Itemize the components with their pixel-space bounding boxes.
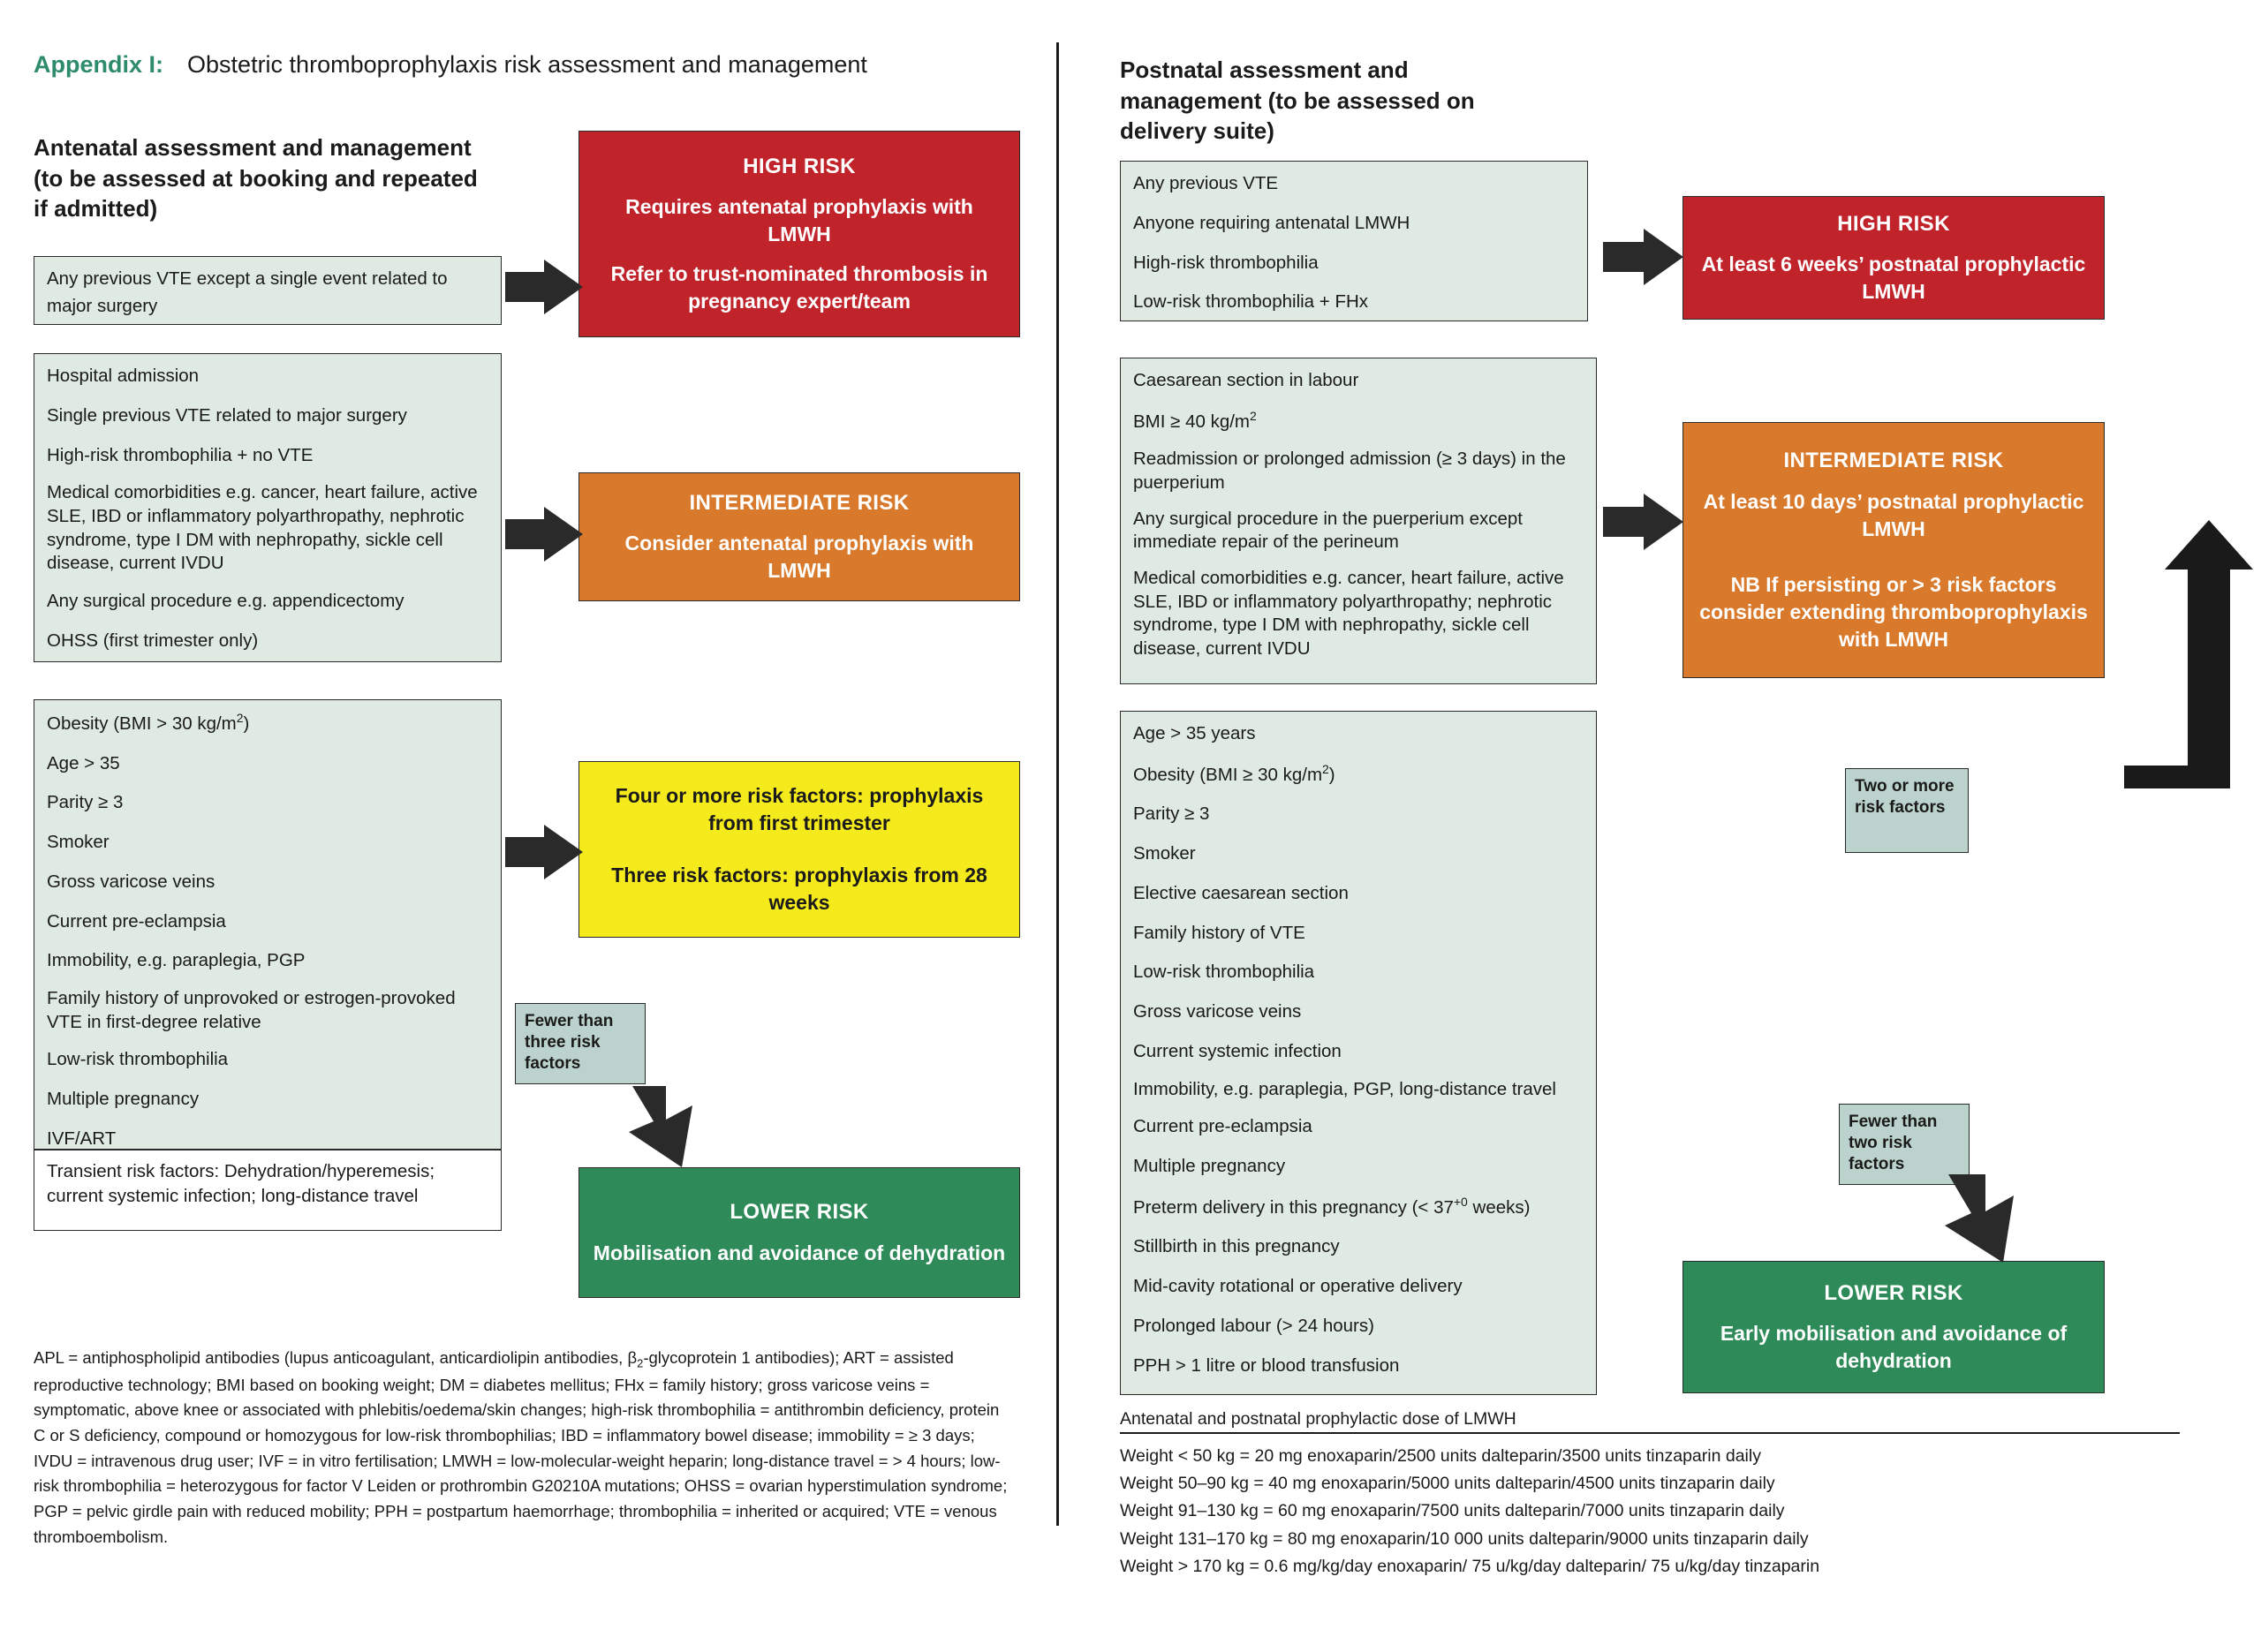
antenatal-intermediate-risk-box bbox=[578, 472, 1020, 601]
list-item: Medical comorbidities e.g. cancer, heart failure, active SLE, IBD or inflammatory polyarthropathy; nephrotic syndrome, type I DM with nephropathy, sickle cell disease, current IVDU bbox=[1133, 567, 1564, 659]
postnatal-high-risk-box bbox=[1683, 196, 2105, 320]
antenatal-heading: Antenatal assessment and management (to be assessed at booking and repeated if admitted) bbox=[34, 134, 478, 223]
dose-line: Weight 91–130 kg = 60 mg enoxaparin/7500 units dalteparin/7000 units tinzaparin daily bbox=[1120, 1501, 1785, 1521]
abbreviations-text: APL = antiphospholipid antibodies (lupus anticoagulant, anticardiolipin antibodies, $\beta_2$-glycoprotein 1 antibodies); ART = assisted reproductive technology; BMI based on booking weight; DM = diabetes mellitus; FHx = family history; gross varicose veins = symptomatic, above knee or associated with phlebitis/oedema/skin changes; high-risk thrombophilia = antithrombin deficiency, protein C or S deficiency, compound or homozygous for low-risk thrombophilias; IBD = inflammatory bowel disease; immobility = ≥ 3 days; IVDU = intravenous drug user; IVF = in vitro fertilisation; LMWH = low-molecular-weight heparin; long-distance travel = > 4 hours; low-risk thrombophilia = heterozygous for factor V Leiden or prothrombin G20210A mutations; OHSS = ovarian hyperstimulation syndrome; PGP = pelvic girdle pain with reduced mobility; PPH = postpartum haemorrhage; thrombophilia = inherited or acquired; VTE = venous thromboembolism. bbox=[34, 1348, 1008, 1546]
risk-line: Three risk factors: prophylaxis from 28 weeks bbox=[611, 864, 987, 915]
postnatal-high-risk-factors bbox=[1120, 161, 1588, 321]
transient-text: Transient risk factors: Dehydration/hyperemesis; current systemic infection; long-distance travel bbox=[47, 1161, 435, 1207]
list-item: Single previous VTE related to major surgery bbox=[47, 404, 407, 426]
list-item: Multiple pregnancy bbox=[47, 1089, 200, 1110]
risk-line: At least 10 days’ postnatal prophylactic LMWH bbox=[1703, 489, 2084, 540]
label-text: Fewer than two risk factors bbox=[1849, 1113, 1938, 1173]
risk-line: Mobilisation and avoidance of dehydration bbox=[593, 1241, 1006, 1264]
list-item: Any previous VTE except a single event related to major surgery bbox=[47, 268, 448, 316]
list-item: High-risk thrombophilia + no VTE bbox=[47, 444, 314, 465]
list-item: Current pre-eclampsia bbox=[47, 910, 226, 932]
antenatal-high-risk-box bbox=[578, 131, 1020, 337]
list-item: Medical comorbidities e.g. cancer, heart failure, active SLE, IBD or inflammatory polyarthropathy, nephrotic syndrome, type I DM with nephropathy, sickle cell disease, current IVDU bbox=[47, 482, 478, 574]
list-item: Preterm delivery in this pregnancy (< $37^{+0}$ weeks) bbox=[1133, 1194, 1531, 1218]
risk-line: Four or more risk factors: prophylaxis from first trimester bbox=[615, 783, 984, 834]
postnatal-intermediate-risk-factors bbox=[1120, 358, 1597, 684]
risk-line: Refer to trust-nominated thrombosis in pregnancy expert/team bbox=[610, 262, 988, 313]
risk-title: HIGH RISK bbox=[1837, 211, 1950, 236]
list-item: Immobility, e.g. paraplegia, PGP bbox=[47, 950, 306, 971]
list-item: Smoker bbox=[47, 832, 110, 853]
arrow-two-or-more-elbow bbox=[1965, 508, 2257, 861]
dose-line: Weight < 50 kg = 20 mg enoxaparin/2500 units dalteparin/3500 units tinzaparin daily bbox=[1120, 1446, 1761, 1466]
list-item: Obesity (BMI ≥ 30 $kg/m^2$) bbox=[1133, 761, 1335, 785]
list-item: Low-risk thrombophilia bbox=[1133, 962, 1315, 983]
list-item: High-risk thrombophilia bbox=[1133, 252, 1319, 273]
risk-title: INTERMEDIATE RISK bbox=[1783, 449, 2004, 473]
list-item: Parity ≥ 3 bbox=[1133, 803, 1210, 825]
column-divider bbox=[1056, 42, 1059, 1526]
antenatal-fewer-than-three-label bbox=[515, 1003, 646, 1084]
list-item: Prolonged labour (> 24 hours) bbox=[1133, 1315, 1374, 1336]
list-item: Hospital admission bbox=[47, 366, 200, 386]
arrow-high-risk-right bbox=[1603, 225, 1687, 289]
list-item: Family history of VTE bbox=[1133, 922, 1305, 943]
list-item: PPH > 1 litre or blood transfusion bbox=[1133, 1354, 1400, 1376]
appendix-title-text: Obstetric thromboprophylaxis risk assessment and management bbox=[187, 51, 867, 78]
list-item: Current systemic infection bbox=[1133, 1040, 1342, 1061]
list-item: OHSS (first trimester only) bbox=[47, 630, 259, 651]
list-item: Immobility, e.g. paraplegia, PGP, long-distance travel bbox=[1133, 1078, 1556, 1099]
dose-line: Weight 131–170 kg = 80 mg enoxaparin/10 000 units dalteparin/9000 units tinzaparin daily bbox=[1120, 1528, 1809, 1549]
arrow-lower-risk-right bbox=[1943, 1174, 2049, 1271]
antenatal-risk-factor-count-box bbox=[578, 761, 1020, 938]
list-item: Any surgical procedure e.g. appendicectomy bbox=[47, 590, 405, 611]
list-item: Age > 35 bbox=[47, 752, 120, 773]
arrow-lower-risk-left bbox=[627, 1086, 724, 1174]
postnatal-lower-risk-box bbox=[1683, 1261, 2105, 1393]
list-item: Family history of unprovoked or estrogen-provoked VTE in first-degree relative bbox=[47, 988, 456, 1032]
page-title bbox=[34, 51, 1093, 79]
arrow-high-risk-left bbox=[505, 256, 586, 318]
appendix-label: Appendix I: bbox=[34, 51, 163, 78]
list-item: Any previous VTE bbox=[1133, 173, 1279, 193]
list-item: Low-risk thrombophilia + FHx bbox=[1133, 291, 1369, 313]
list-item: Multiple pregnancy bbox=[1133, 1155, 1286, 1176]
antenatal-intermediate-risk-factors bbox=[34, 353, 502, 662]
antenatal-lower-risk-box bbox=[578, 1167, 1020, 1298]
list-item: Elective caesarean section bbox=[1133, 882, 1349, 903]
risk-title: LOWER RISK bbox=[1824, 1280, 1963, 1305]
list-item: Caesarean section in labour bbox=[1133, 370, 1359, 390]
antenatal-lower-risk-factors bbox=[34, 699, 502, 1150]
dose-line: Weight 50–90 kg = 40 mg enoxaparin/5000 units dalteparin/4500 units tinzaparin daily bbox=[1120, 1474, 1775, 1494]
arrow-intermediate-risk-left bbox=[505, 503, 586, 565]
dose-line: Weight > 170 kg = 0.6 mg/kg/day enoxaparin/ 75 u/kg/day dalteparin/ 75 u/kg/day tinzaparin bbox=[1120, 1556, 1820, 1576]
list-item: Anyone requiring antenatal LMWH bbox=[1133, 212, 1410, 233]
list-item: Age > 35 years bbox=[1133, 723, 1256, 743]
label-text: Fewer than three risk factors bbox=[525, 1012, 614, 1073]
list-item: Gross varicose veins bbox=[47, 871, 216, 892]
risk-title: INTERMEDIATE RISK bbox=[689, 490, 910, 515]
list-item: Mid-cavity rotational or operative delivery bbox=[1133, 1276, 1463, 1297]
risk-line: Early mobilisation and avoidance of dehydration bbox=[1720, 1322, 2068, 1373]
list-item: BMI ≥ 40 $kg/m^2$ bbox=[1133, 408, 1257, 432]
list-item: Current pre-eclampsia bbox=[1133, 1116, 1312, 1137]
arrow-yellow-box-left bbox=[505, 821, 586, 883]
list-item: Parity ≥ 3 bbox=[47, 792, 124, 813]
risk-title: HIGH RISK bbox=[743, 154, 856, 178]
list-item: Low-risk thrombophilia bbox=[47, 1049, 229, 1070]
risk-line: Requires antenatal prophylaxis with LMWH bbox=[625, 195, 973, 246]
dose-heading: Antenatal and postnatal prophylactic dose of LMWH bbox=[1120, 1409, 1516, 1429]
risk-title: LOWER RISK bbox=[730, 1200, 869, 1225]
list-item: Gross varicose veins bbox=[1133, 1001, 1302, 1022]
postnatal-lower-risk-factors bbox=[1120, 711, 1597, 1395]
risk-line: NB If persisting or > 3 risk factors consider extending thromboprophylaxis with LMWH bbox=[1699, 572, 2088, 651]
antenatal-high-risk-factors bbox=[34, 256, 502, 325]
arrow-intermediate-risk-right bbox=[1603, 490, 1687, 554]
postnatal-fewer-than-two-label bbox=[1839, 1104, 1970, 1185]
label-text: Two or more risk factors bbox=[1855, 777, 1955, 817]
list-item: IVF/ART bbox=[47, 1128, 117, 1149]
risk-line: At least 6 weeks’ postnatal prophylactic LMWH bbox=[1701, 253, 2086, 304]
list-item: Any surgical procedure in the puerperium except immediate repair of the perineum bbox=[1133, 508, 1523, 553]
dose-lines bbox=[1120, 1443, 2215, 1580]
antenatal-transient-risk-factors bbox=[34, 1150, 502, 1231]
postnatal-two-or-more-label bbox=[1845, 768, 1969, 853]
list-item: Stillbirth in this pregnancy bbox=[1133, 1236, 1340, 1257]
list-item: Obesity (BMI > 30 $kg/m^2$) bbox=[47, 711, 250, 734]
dose-rule bbox=[1120, 1432, 2180, 1434]
list-item: Smoker bbox=[1133, 843, 1196, 864]
postnatal-heading: Postnatal assessment and management (to be assessed on delivery suite) bbox=[1120, 57, 1475, 145]
risk-line: Consider antenatal prophylaxis with LMWH bbox=[624, 532, 974, 583]
list-item: Readmission or prolonged admission (≥ 3 days) in the puerperium bbox=[1133, 449, 1566, 493]
